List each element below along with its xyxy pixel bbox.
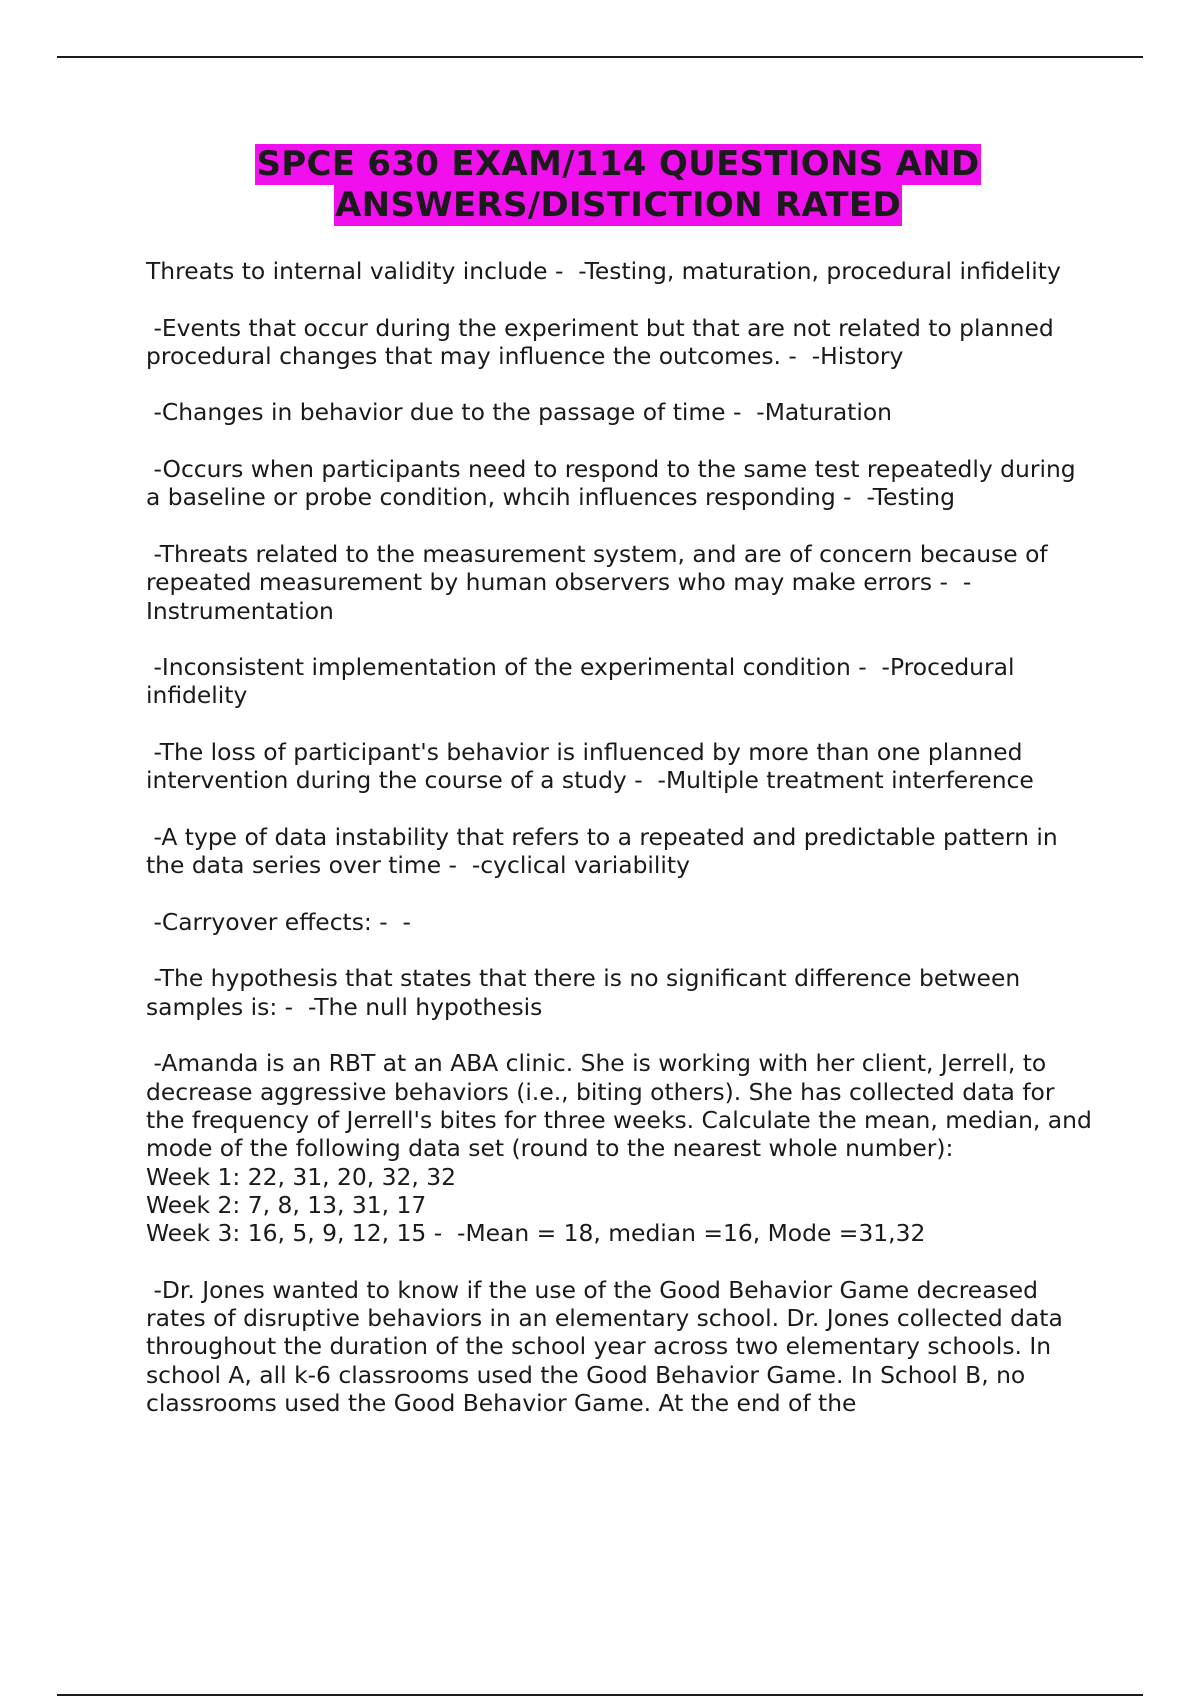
qa-item-12: -Dr. Jones wanted to know if the use of the Good Behavior Game decreased rates of disruptive behaviors in an elementary school. Dr. Jones collected data throughout the duration of the school year across two elementary schools. In school A, all k-6 classrooms used the Good Behavior Game. In School B, no classrooms used the Good Behavior Game. At the end of the (146, 1275, 1071, 1417)
qa-item-8: -A type of data instability that refers to a repeated and predictable pattern in the data series over time - -cyclical variability (146, 822, 1066, 880)
qa-item-11: -Amanda is an RBT at an ABA clinic. She is working with her client, Jerrell, to decrease aggressive behaviors (i.e., biting others). She has collected data for the frequency of Jerrell's bites for three weeks. Calculate the mean, median, and mode of the following data set (round to the nearest whole number): Week 1: 22, 31, 20, 32, 32 Week 2: 7, 8, 13, 31, 17 Week 3: 16, 5, 9, 12, 15 - -Mean = 18, median =16, Mode =31,32 (146, 1049, 1092, 1248)
qa-item-7: -The loss of participant's behavior is influenced by more than one planned intervention during the course of a study - -Multiple treatment interference (146, 738, 1034, 795)
page-title (0, 144, 1200, 226)
qa-item-1: Threats to internal validity include - -Testing, maturation, procedural infidelity (146, 257, 1061, 285)
bottom-rule (57, 1694, 1143, 1696)
qa-item-3: -Changes in behavior due to the passage of time - -Maturation (146, 398, 892, 427)
qa-item-5: -Threats related to the measurement system, and are of concern because of repeated measurement by human observers who may make errors - - Instrumentation (146, 539, 1056, 625)
title-line-1: SPCE 630 EXAM/114 QUESTIONS AND (256, 144, 980, 184)
qa-item-9: -Carryover effects: - - (146, 907, 411, 936)
qa-item-10: -The hypothesis that states that there is no significant difference between samples is: - -The null hypothesis (146, 964, 1028, 1021)
qa-item-4: -Occurs when participants need to respond to the same test repeatedly during a baseline or probe condition, whcih influences responding - -Testing (146, 455, 1084, 512)
title-line-2: ANSWERS/DISTICTION RATED (335, 185, 901, 225)
top-rule (57, 56, 1143, 58)
qa-item-2: -Events that occur during the experiment but that are not related to planned procedural changes that may influence the outcomes. - -History (146, 313, 1062, 370)
qa-list (146, 257, 1096, 1445)
qa-item-6: -Inconsistent implementation of the experimental condition - -Procedural infidelity (146, 653, 1022, 710)
